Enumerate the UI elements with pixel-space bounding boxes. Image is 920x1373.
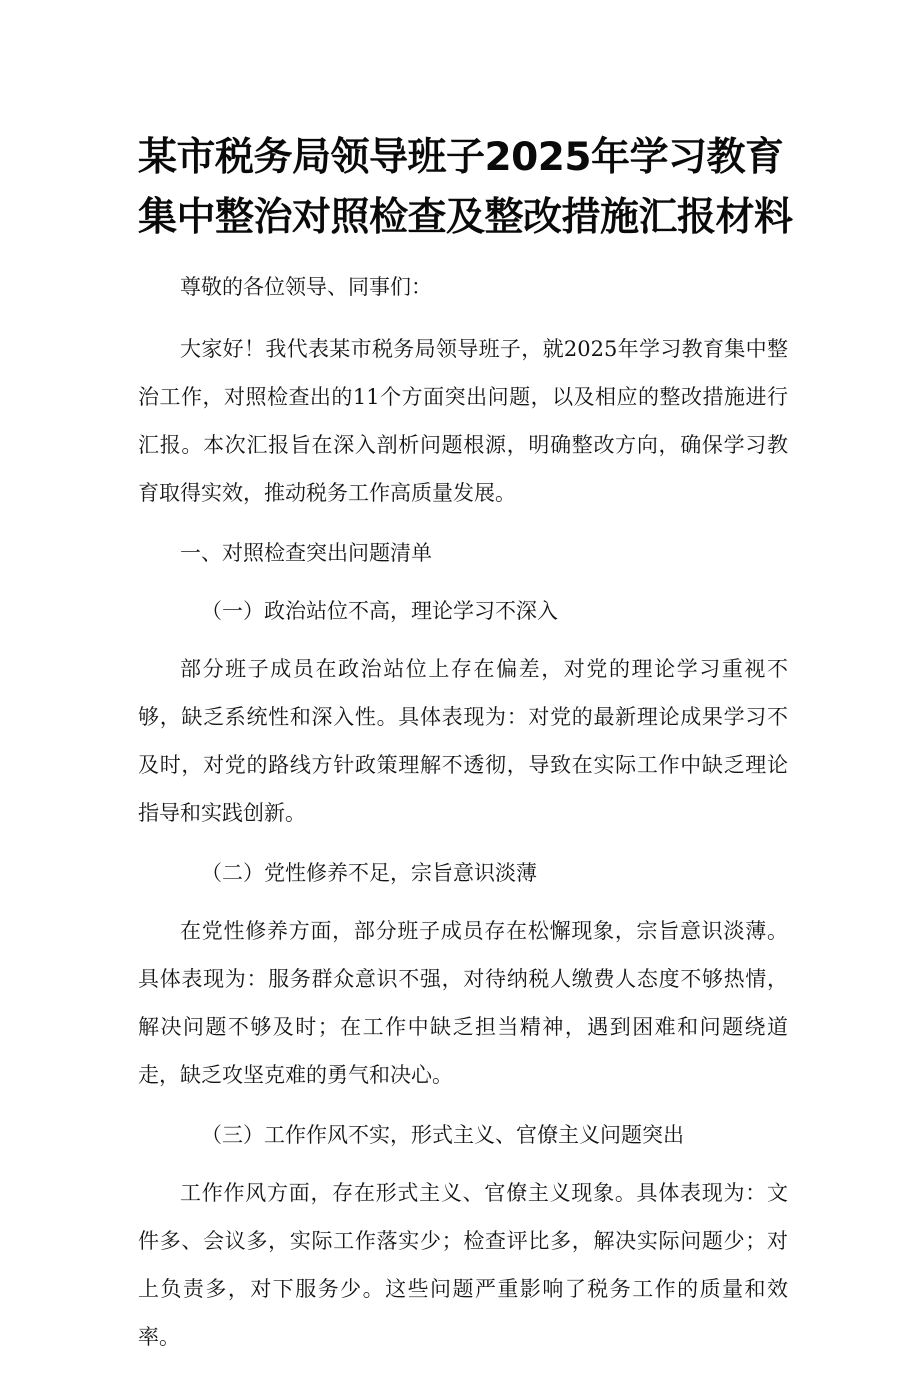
subsection-heading-1: （一）政治站位不高，理论学习不深入 [201, 599, 558, 623]
subsection-paragraph-1: 部分班子成员在政治站位上存在偏差，对党的理论学习重视不够，缺乏系统性和深入性。具体表现为：对党的最新理论成果学习不及时，对党的路线方针政策理解不透彻，导致在实际工作中缺乏理论指导和实践创新。 [138, 657, 788, 825]
document-title: 某市税务局领导班子2025年学习教育集中整治对照检查及整改措施汇报材料 [138, 135, 793, 240]
subsection-heading-2: （二）党性修养不足，宗旨意识淡薄 [201, 861, 537, 885]
document-body [138, 263, 788, 1373]
subsection-paragraph-3: 工作作风方面，存在形式主义、官僚主义现象。具体表现为：文件多、会议多，实际工作落实少；检查评比多，解决实际问题少；对上负责多，对下服务少。这些问题严重影响了税务工作的质量和效率。 [138, 1181, 788, 1349]
intro-paragraph: 大家好！我代表某市税务局领导班子，就2025年学习教育集中整治工作，对照检查出的11个方面突出问题，以及相应的整改措施进行汇报。本次汇报旨在深入剖析问题根源，明确整改方向，确保学习教育取得实效，推动税务工作高质量发展。 [138, 337, 788, 505]
subsection-heading-3: （三）工作作风不实，形式主义、官僚主义问题突出 [201, 1123, 684, 1147]
greeting: 尊敬的各位领导、同事们： [180, 275, 432, 299]
section-heading: 一、对照检查突出问题清单 [180, 541, 432, 565]
subsection-paragraph-2: 在党性修养方面，部分班子成员存在松懈现象，宗旨意识淡薄。具体表现为：服务群众意识不强，对待纳税人缴费人态度不够热情，解决问题不够及时；在工作中缺乏担当精神，遇到困难和问题绕道走，缺乏攻坚克难的勇气和决心。 [138, 919, 788, 1087]
